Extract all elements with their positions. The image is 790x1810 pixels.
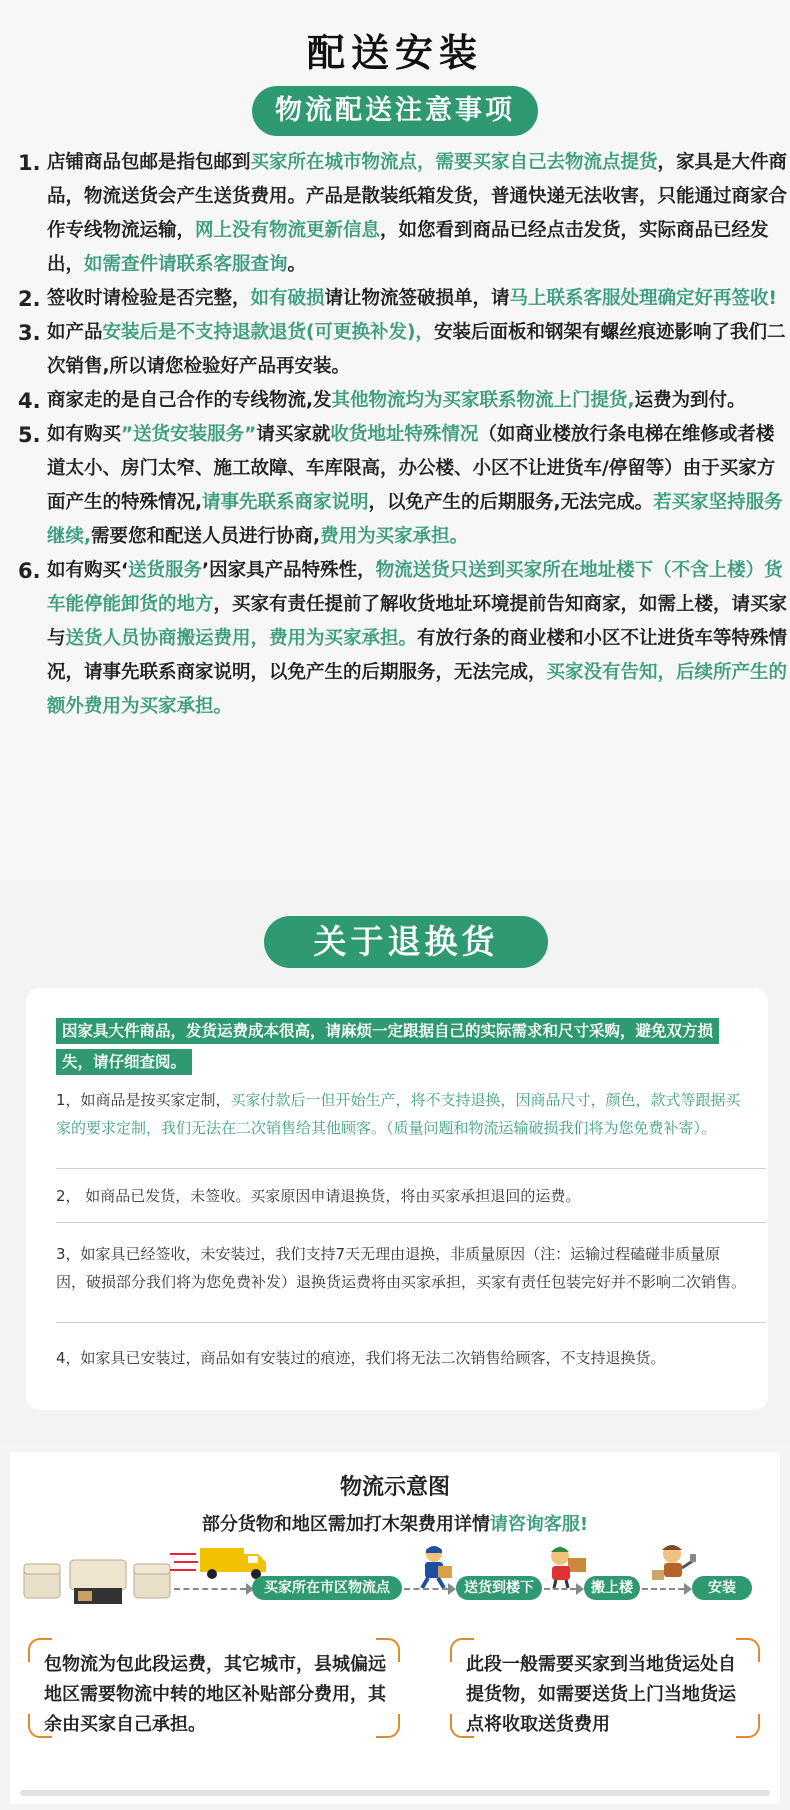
flow-arrow-head — [684, 1583, 692, 1595]
text-segment: ，如您看到商品已经点击发货，实际商品已经发出， — [47, 220, 769, 275]
return-intro-text: 因家具大件商品，发货运费成本很高，请麻烦一定跟据自己的实际需求和尺寸采购，避免双方损失，请仔细查阅。 — [56, 1018, 719, 1075]
notice-text — [47, 390, 746, 411]
notice-number: 2. — [18, 287, 41, 311]
text-segment: 签收时请检验是否完整， — [47, 288, 251, 309]
highlighted-text: 买家没有告知，后续所产生的额外费用为买家承担。 — [47, 662, 788, 717]
text-segment: 请让物流签破损单，请 — [324, 288, 510, 309]
highlighted-text: 请事先联系商家说明 — [202, 492, 369, 513]
notice-item — [18, 418, 788, 554]
return-rule-text — [56, 1349, 666, 1367]
freight-note-left — [28, 1638, 400, 1738]
notice-text — [47, 288, 777, 309]
text-segment: 需要您和配送人员进行协商, — [91, 526, 321, 547]
page-title: 配送安装 — [306, 31, 483, 75]
text-segment: 运费为到付。 — [634, 390, 746, 411]
flow-arrow-line — [404, 1588, 448, 1590]
return-exchange-section — [0, 888, 790, 1443]
subtitle-text: 部分货物和地区需加打木架费用详情 — [201, 1514, 490, 1535]
notice-number: 4. — [18, 389, 41, 413]
notice-number: 6. — [18, 559, 41, 583]
highlighted-text: 如有破损 — [250, 288, 325, 309]
text-segment: 请买家就 — [256, 424, 331, 445]
flow-arrow-line — [544, 1588, 576, 1590]
text-segment: 商家走的是自己合作的专线物流,发 — [47, 390, 332, 411]
highlighted-text: 买家所在城市物流点，需要买家自己去物流点提货 — [250, 152, 658, 173]
return-rule-text — [56, 1245, 746, 1291]
highlighted-text: 安装后是不支持退款退货(可更换补发)， — [102, 322, 434, 343]
sofa-set-icon — [22, 1552, 172, 1612]
notice-text — [47, 424, 783, 547]
notice-text — [47, 152, 787, 275]
text-segment: 有放行条的商业楼和小区不让进货车等特殊情况，请事先联系商家说明，以免产生的后期服务，无法完成， — [47, 628, 788, 683]
text-segment: ，以免产生的后期服务,无法完成。 — [368, 492, 654, 513]
notice-item — [18, 146, 788, 282]
contact-service-link: 请咨询客服! — [489, 1514, 589, 1535]
flow-arrow-line — [642, 1588, 684, 1590]
highlighted-text: 其他物流均为买家联系物流上门提货, — [331, 390, 635, 411]
return-rule — [56, 1086, 748, 1142]
logistics-diagram-section — [10, 1452, 780, 1804]
return-intro-banner — [56, 1016, 742, 1078]
notice-list — [18, 146, 788, 724]
return-rule — [56, 1344, 748, 1372]
freight-note-right — [450, 1638, 760, 1738]
notice-text — [47, 560, 787, 717]
text-segment: ’因家具产品特殊性， — [202, 560, 376, 581]
bottom-shadow — [20, 1790, 770, 1796]
return-rule — [56, 1240, 748, 1296]
delivery-install-section — [0, 0, 790, 880]
stage-city-logistics-point: 买家所在市区物流点 — [252, 1576, 402, 1600]
notice-number: 5. — [18, 423, 41, 447]
text-segment: 1，如商品是按买家定制， — [56, 1091, 231, 1109]
flow-arrow-head — [576, 1583, 584, 1595]
text-segment: 。 — [287, 254, 307, 275]
text-segment: 店铺商品包邮是指包邮到 — [47, 152, 251, 173]
return-rule-text — [56, 1187, 580, 1205]
highlighted-text: 费用为买家承担。 — [320, 526, 469, 547]
text-segment: 4，如家具已安装过，商品如有安装过的痕迹，我们将无法二次销售给顾客，不支持退换货。 — [56, 1349, 666, 1367]
mover-icon — [544, 1542, 590, 1588]
text-segment: （如商业楼放行条电梯在维修或者楼道太小、房门太窄、施工故障、车库限高，办公楼、小区不让进货车/停留等）由于买家方面产生的特殊情况, — [47, 424, 776, 513]
divider — [56, 1322, 766, 1323]
highlighted-text: 若买家坚持服务继续, — [47, 492, 783, 547]
installer-icon — [650, 1540, 698, 1586]
notice-text — [47, 322, 785, 377]
logistics-notice-badge: 物流配送注意事项 — [252, 86, 538, 136]
highlighted-text: 送货服务 — [128, 560, 203, 581]
divider — [56, 1168, 766, 1169]
stage-install: 安装 — [692, 1576, 752, 1600]
notice-item — [18, 282, 788, 316]
text-segment: 3，如家具已经签收，未安装过，我们支持7天无理由退换，非质量原因（注：运输过程磕碰非质量原因，破损部分我们将为您免费补发）退换货运费将由买家承担，买家有责任包装完好并不影响二次销售。 — [56, 1245, 747, 1291]
return-rule-text — [56, 1091, 741, 1137]
flow-arrow-head — [448, 1583, 456, 1595]
text-segment: 如产品 — [47, 322, 103, 343]
divider — [56, 1222, 766, 1223]
notice-number: 3. — [18, 321, 41, 345]
diagram-subtitle — [10, 1510, 780, 1536]
return-policy-card — [26, 988, 768, 1410]
highlighted-text: 物流送货只送到买家所在地址楼下（不含上楼）货车能停能卸货的地方 — [47, 560, 783, 615]
text-segment: 如有购买 — [47, 424, 122, 445]
text-segment: 如有购买‘ — [47, 560, 129, 581]
text-segment: ，家具是大件商品，物流送货会产生送货费用。产品是散装纸箱发货，普通快递无法收害，只能通过商家合作专线物流运输， — [47, 152, 788, 241]
notice-item — [18, 384, 788, 418]
flow-arrow-line — [174, 1588, 246, 1590]
stage-deliver-downstairs: 送货到楼下 — [456, 1576, 542, 1600]
notice-item — [18, 316, 788, 384]
notice-number: 1. — [18, 151, 41, 175]
highlighted-text: 送货人员协商搬运费用，费用为买家承担。 — [65, 628, 418, 649]
delivery-truck-icon — [170, 1540, 270, 1584]
return-rule — [56, 1182, 748, 1210]
freight-note-left-text: 包物流为包此段运费，其它城市，县城偏远地区需要物流中转的地区补贴部分费用，其余由买家自己承担。 — [44, 1654, 386, 1735]
highlighted-text: 买家付款后一但开始生产，将不支持退换，因商品尺寸，颜色，款式等跟据买家的要求定制，我们无法在二次销售给其他顾客。（质量问题和物流运输破损我们将为您免费补寄）。 — [56, 1091, 741, 1137]
return-exchange-badge: 关于退换货 — [264, 916, 548, 968]
highlighted-text: 收货地址特殊情况 — [330, 424, 479, 445]
diagram-title: 物流示意图 — [339, 1475, 450, 1500]
highlighted-text: 网上没有物流更新信息 — [195, 220, 381, 241]
text-segment: ，买家有责任提前了解收货地址环境提前告知商家，如需上楼，请买家与 — [47, 594, 788, 649]
highlighted-text: 如需查件请联系客服查询 — [84, 254, 288, 275]
freight-note-right-text: 此段一般需要买家到当地货运处自提货物，如需要送货上门当地货运点将收取送货费用 — [466, 1654, 736, 1735]
notice-item — [18, 554, 788, 724]
highlighted-text: ”送货安装服务” — [121, 424, 257, 445]
highlighted-text: 马上联系客服处理确定好再签收! — [509, 288, 777, 309]
text-segment: 安装后面板和钢架有螺丝痕迹影响了我们二次销售,所以请您检验好产品再安装。 — [47, 322, 786, 377]
stage-carry-upstairs: 搬上楼 — [584, 1576, 640, 1600]
text-segment: 2， 如商品已发货，未签收。买家原因申请退换货，将由买家承担退回的运费。 — [56, 1187, 581, 1205]
